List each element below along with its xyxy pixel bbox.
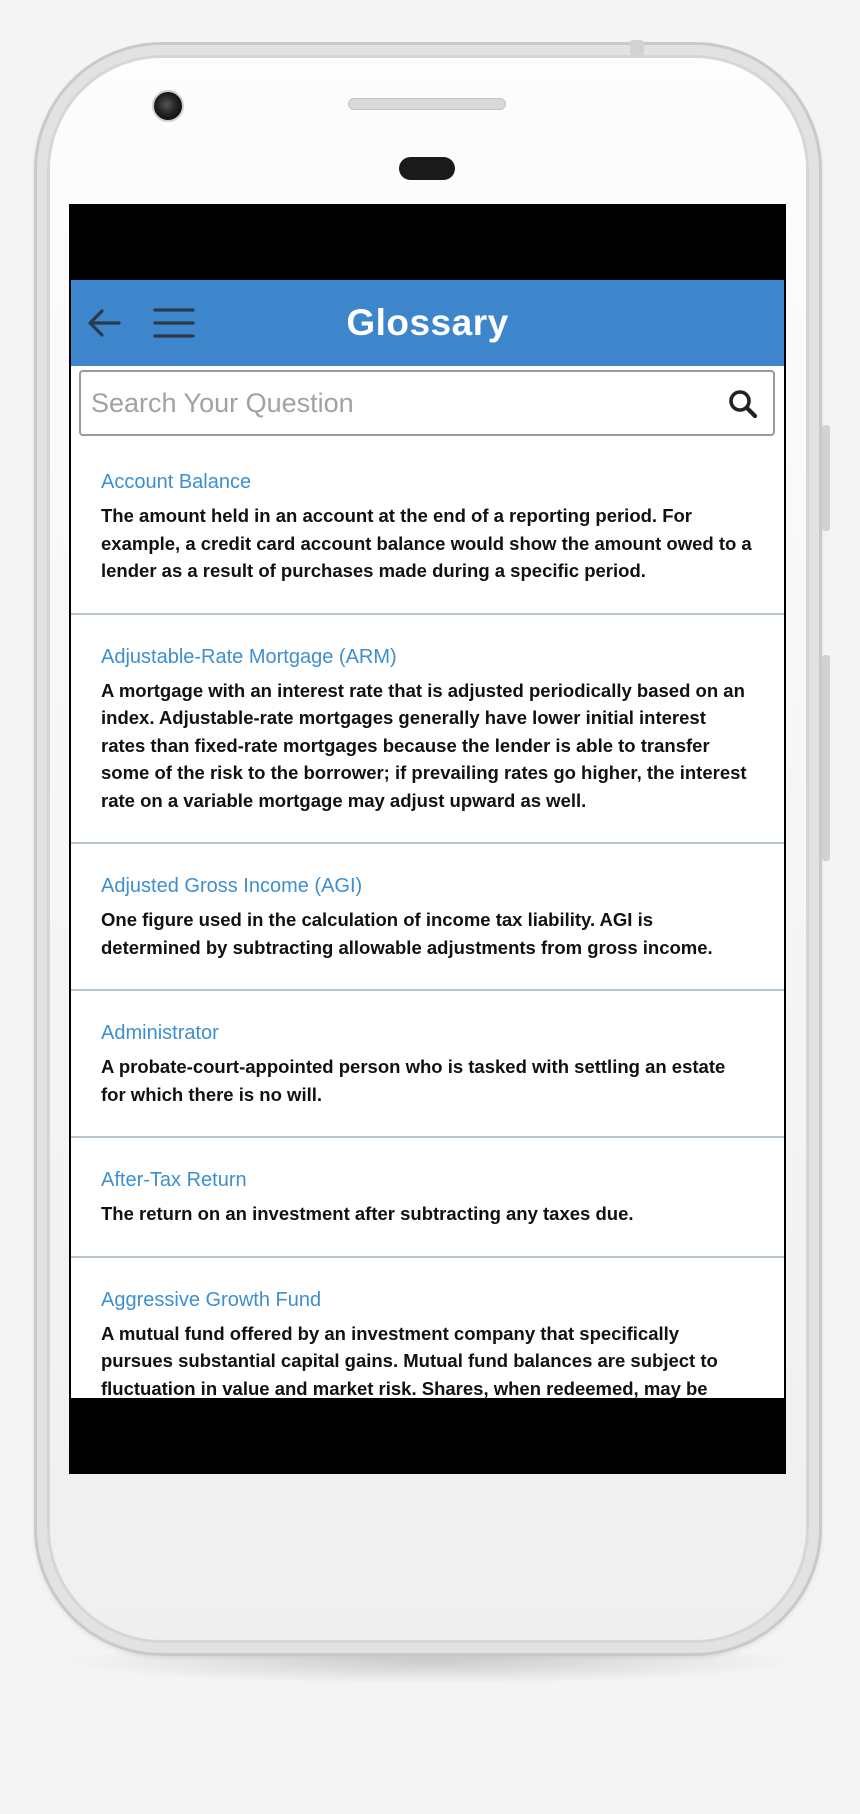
glossary-term: Administrator: [101, 1022, 219, 1044]
app-bar: [71, 280, 784, 366]
glossary-definition: The return on an investment after subtracting any taxes due.: [101, 1203, 634, 1224]
search-icon: [727, 388, 759, 420]
search-button[interactable]: [727, 388, 759, 420]
front-camera: [152, 90, 184, 122]
earpiece-speaker: [348, 98, 506, 110]
glossary-definition: One figure used in the calculation of income tax liability. AGI is determined by subtracting allowable adjustments from gross income.: [101, 909, 713, 958]
hamburger-menu-icon: [151, 302, 197, 344]
glossary-screen: [71, 280, 784, 1398]
phone-side-button-power: [822, 425, 830, 531]
search-bar: [79, 370, 775, 436]
glossary-item[interactable]: [71, 440, 784, 615]
phone-side-button-volume: [822, 655, 830, 861]
glossary-term: Aggressive Growth Fund: [101, 1288, 322, 1311]
glossary-item[interactable]: [71, 991, 784, 1138]
glossary-term: Adjusted Gross Income (AGI): [101, 875, 363, 897]
glossary-item[interactable]: [71, 615, 784, 845]
glossary-definition: The amount held in an account at the end of a reporting period. For example, a credit card account balance would show the amount owed to a lender as a result of purchases made during a specific period.: [101, 505, 752, 581]
glossary-list: [71, 440, 784, 1398]
glossary-item[interactable]: [71, 1138, 784, 1258]
glossary-definition: A probate-court-appointed person who is tasked with settling an estate for which there is no will.: [101, 1056, 726, 1105]
phone-side-button-top: [630, 40, 644, 56]
arrow-back-icon: [83, 302, 125, 344]
glossary-term: Account Balance: [101, 471, 252, 493]
glossary-item[interactable]: [71, 844, 784, 991]
back-button[interactable]: [83, 302, 125, 344]
glossary-item[interactable]: [71, 1258, 784, 1399]
glossary-term: Adjustable-Rate Mortgage (ARM): [101, 645, 397, 668]
glossary-term: After-Tax Return: [101, 1169, 247, 1191]
menu-button[interactable]: [151, 302, 197, 344]
search-input[interactable]: [91, 372, 691, 434]
page-title: Glossary: [346, 302, 509, 343]
proximity-sensor: [399, 157, 455, 180]
glossary-definition: A mortgage with an interest rate that is adjusted periodically based on an index. Adjustable-rate mortgages generally have lower initial interest rates than fixed-rate mortgages because the lender is able to transfer some of the risk to the borrower; if prevailing rates go higher, the interest rate on a variable mortgage may adjust upward as well.: [101, 679, 747, 811]
glossary-definition: A mutual fund offered by an investment company that specifically pursues substantial capital gains. Mutual fund balances are subject to fluctuation in value and market risk. Shares, when redeemed, may be: [101, 1322, 718, 1398]
